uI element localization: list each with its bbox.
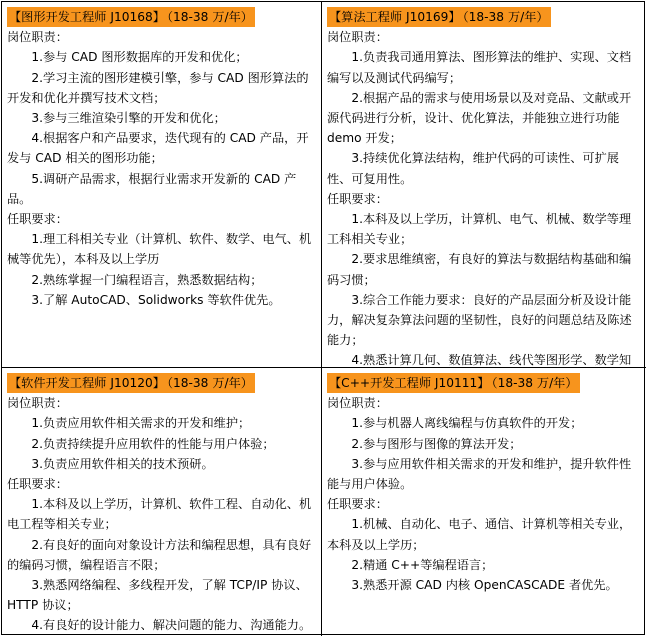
duty-item: 3.负责应用软件相关的技术预研。 bbox=[31, 456, 214, 471]
duty-item: 3.持续优化算法结构，维护代码的可读性、可扩展性、可复用性。 bbox=[327, 151, 619, 186]
duty-item: 3.参与应用软件相关需求的开发和维护，提升软件性能与用户体验。 bbox=[327, 456, 632, 492]
job-cell-cpp-dev bbox=[322, 368, 646, 636]
duty-item: 1.参与 CAD 图形数据库的开发和优化； bbox=[31, 50, 248, 65]
job-cell-software-dev bbox=[2, 368, 322, 636]
duty-item: 2.负责持续提升应用软件的性能与用户体验； bbox=[31, 436, 275, 451]
requirement-item: 3.综合工作能力要求：良好的产品层面分析及设计能力，解决复杂算法问题的坚韧性，良好的问题总结及陈述能力； bbox=[327, 292, 632, 348]
requirement-item: 4.有良好的设计能力、解决问题的能力、沟通能力。 bbox=[31, 618, 312, 633]
job-title: 【C++开发工程师 J10111】 （18-38 万/年） bbox=[327, 373, 580, 393]
requirement-item: 2.精通 C++等编程语言； bbox=[351, 557, 494, 572]
requirement-heading: 任职要求： bbox=[7, 212, 68, 227]
requirement-item: 2.要求思维缜密，有良好的算法与数据结构基础和编码习惯； bbox=[327, 252, 632, 287]
duty-item: 2.参与图形与图像的算法开发； bbox=[351, 436, 522, 451]
duty-heading: 岗位职责： bbox=[7, 396, 68, 411]
duty-item: 1.参与机器人离线编程与仿真软件的开发； bbox=[351, 416, 583, 431]
duty-item: 3.参与三维渲染引擎的开发和优化； bbox=[31, 111, 226, 126]
duty-item: 2.学习主流的图形建模引擎，参与 CAD 图形算法的开发和优化并撰写技术文档； bbox=[7, 70, 309, 105]
duty-heading: 岗位职责： bbox=[327, 396, 388, 411]
requirement-item: 1.理工科相关专业（计算机、软件、数学、电气、机械等优先），本科及以上学历 bbox=[7, 232, 312, 267]
job-title: 【图形开发工程师 J10168】 （18-38 万/年） bbox=[7, 7, 255, 27]
requirement-item: 2.有良好的面向对象设计方法和编程思想，具有良好的编码习惯，编程语言不限； bbox=[7, 537, 312, 572]
requirement-item: 1.本科及以上学历，计算机、电气、机械、数学等理工科相关专业； bbox=[327, 212, 632, 247]
requirement-item: 1.机械、自动化、电子、通信、计算机等相关专业，本科及以上学历； bbox=[327, 517, 632, 552]
job-title: 【算法工程师 J10169】 （18-38 万/年） bbox=[327, 7, 551, 27]
duty-item: 4.根据客户和产品要求，迭代现有的 CAD 产品，开发与 CAD 相关的图形功能； bbox=[7, 131, 309, 166]
duty-heading: 岗位职责： bbox=[327, 30, 388, 45]
requirement-heading: 任职要求： bbox=[327, 497, 388, 512]
requirement-item: 2.熟练掌握一门编程语言，熟悉数据结构； bbox=[31, 272, 263, 287]
requirement-item: 4.熟悉计算几何、数值算法、线代等图形学、数学知 bbox=[351, 353, 632, 368]
duty-heading: 岗位职责： bbox=[7, 30, 68, 45]
requirement-item: 1.本科及以上学历，计算机、软件工程、自动化、机电工程等相关专业； bbox=[7, 497, 312, 532]
duty-item: 5.调研产品需求，根据行业需求开发新的 CAD 产品。 bbox=[7, 171, 297, 206]
requirement-item: 3.熟悉开源 CAD 内核 OpenCASCADE 者优先。 bbox=[351, 578, 618, 593]
requirement-item: 3.了解 AutoCAD、Solidworks 等软件优先。 bbox=[31, 292, 281, 307]
requirement-heading: 任职要求： bbox=[7, 477, 68, 492]
job-table bbox=[1, 1, 645, 635]
requirement-item: 3.熟悉网络编程、多线程开发，了解 TCP/IP 协议、HTTP 协议； bbox=[7, 578, 308, 613]
duty-item: 2.根据产品的需求与使用场景以及对竞品、文献或开源代码进行分析，设计、优化算法，并能独立进行功能 demo 开发； bbox=[327, 90, 632, 146]
job-title: 【软件开发工程师 J10120】 （18-38 万/年） bbox=[7, 373, 255, 393]
job-cell-graphics-dev bbox=[2, 2, 322, 368]
job-cell-algorithm bbox=[322, 2, 646, 368]
requirement-heading: 任职要求： bbox=[327, 191, 388, 206]
duty-item: 1.负责应用软件相关需求的开发和维护； bbox=[31, 416, 251, 431]
duty-item: 1.负责我司通用算法、图形算法的维护、实现、文档编写以及测试代码编写； bbox=[327, 50, 632, 85]
